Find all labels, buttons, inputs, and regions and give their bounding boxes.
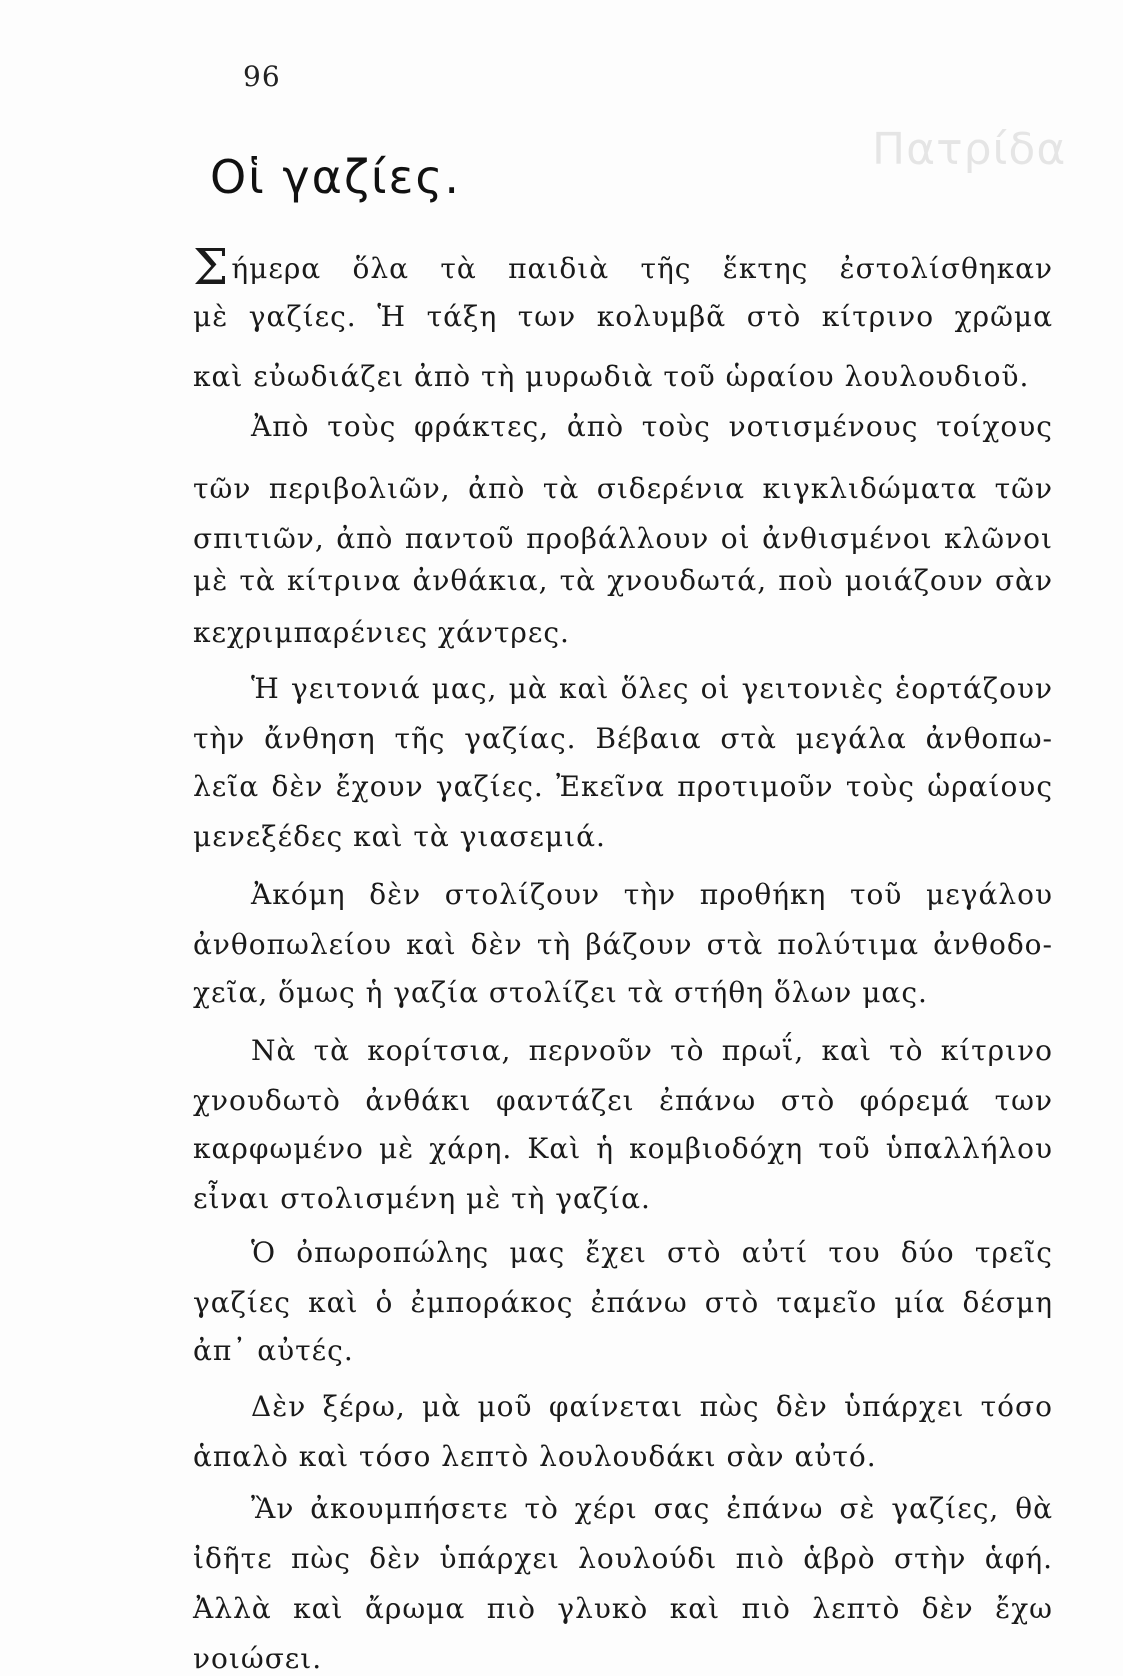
text-line-12: μενεξέδες καὶ τὰ γιασεμιά. bbox=[193, 820, 606, 853]
text-line-6: σπιτιῶν, ἀπὸ παντοῦ προβάλλουν οἱ ἀνθισμένοι κλῶνοι bbox=[193, 522, 1053, 555]
text-line-11: λεῖα δὲν ἔχουν γαζίες. Ἐκεῖνα προτιμοῦν τοὺς ὡραίους bbox=[193, 770, 1053, 803]
text-line-22: ἀπ᾽ αὐτές. bbox=[193, 1334, 354, 1367]
text-line-20: Ὁ ὀπωροπώλης μας ἔχει στὸ αὐτί του δύο τρεῖς bbox=[251, 1236, 1053, 1269]
chapter-title: Οἱ γαζίες. bbox=[210, 150, 462, 204]
text-line-5: τῶν περιβολιῶν, ἀπὸ τὰ σιδερένια κιγκλιδώματα τῶν bbox=[193, 472, 1053, 505]
text-line-25: Ἂν ἀκουμπήσετε τὸ χέρι σας ἐπάνω σὲ γαζίες, θὰ bbox=[251, 1492, 1053, 1525]
text-line-19: εἶναι στολισμένη μὲ τὴ γαζία. bbox=[193, 1182, 651, 1215]
text-line-27: Ἀλλὰ καὶ ἄρωμα πιὸ γλυκὸ καὶ πιὸ λεπτὸ δὲν ἔχω bbox=[193, 1592, 1053, 1625]
text-line-13: Ἀκόμη δὲν στολίζουν τὴν προθήκη τοῦ μεγάλου bbox=[251, 878, 1053, 911]
text-line-4: Ἀπὸ τοὺς φράκτες, ἀπὸ τοὺς νοτισμένους τοίχους bbox=[251, 410, 1053, 443]
text-line-24: ἁπαλὸ καὶ τόσο λεπτὸ λουλουδάκι σὰν αὐτό. bbox=[193, 1440, 877, 1473]
text-line-3: καὶ εὐωδιάζει ἀπὸ τὴ μυρωδιὰ τοῦ ὡραίου λουλουδιοῦ. bbox=[193, 360, 1030, 393]
text-line-16: Νὰ τὰ κορίτσια, περνοῦν τὸ πρωΐ, καὶ τὸ κίτρινο bbox=[251, 1034, 1053, 1067]
text-line-14: ἀνθοπωλείου καὶ δὲν τὴ βάζουν στὰ πολύτιμα ἀνθοδο- bbox=[193, 928, 1053, 961]
page-number: 96 bbox=[243, 60, 281, 93]
text-line-26: ἰδῆτε πὼς δὲν ὑπάρχει λουλούδι πιὸ ἁβρὸ στὴν ἁφή. bbox=[193, 1542, 1053, 1575]
text-line-9: Ἡ γειτονιά μας, μὰ καὶ ὅλες οἱ γειτονιὲς ἑορτάζουν bbox=[251, 672, 1053, 705]
text-line-21: γαζίες καὶ ὁ ἐμποράκος ἐπάνω στὸ ταμεῖο μία δέσμη bbox=[193, 1286, 1053, 1319]
text-line-7: μὲ τὰ κίτρινα ἀνθάκια, τὰ χνουδωτά, ποὺ μοιάζουν σὰν bbox=[193, 564, 1053, 597]
text-line-2: μὲ γαζίες. Ἡ τάξη των κολυμβᾶ στὸ κίτρινο χρῶμα bbox=[193, 300, 1053, 333]
text-line-23: Δὲν ξέρω, μὰ μοῦ φαίνεται πὼς δὲν ὑπάρχει τόσο bbox=[251, 1390, 1053, 1423]
text-line-15: χεῖα, ὅμως ἡ γαζία στολίζει τὰ στήθη ὅλων μας. bbox=[193, 976, 928, 1009]
text-line-17: χνουδωτὸ ἀνθάκι φαντάζει ἐπάνω στὸ φόρεμά των bbox=[193, 1084, 1053, 1117]
text-line-10: τὴν ἄνθηση τῆς γαζίας. Βέβαια στὰ μεγάλα ἀνθοπω- bbox=[193, 722, 1053, 755]
drop-cap: Σ bbox=[193, 238, 230, 296]
bleed-through-text: Πατρίδα bbox=[872, 124, 1067, 175]
text-line-8: κεχριμπαρένιες χάντρες. bbox=[193, 616, 570, 649]
text-line-18: καρφωμένο μὲ χάρη. Καὶ ἡ κομβιοδόχη τοῦ ὑπαλλήλου bbox=[193, 1132, 1053, 1165]
text-line-28: νοιώσει. bbox=[193, 1642, 323, 1675]
text-line-1: Σήμερα ὅλα τὰ παιδιὰ τῆς ἕκτης ἐστολίσθηκαν bbox=[193, 238, 1053, 296]
